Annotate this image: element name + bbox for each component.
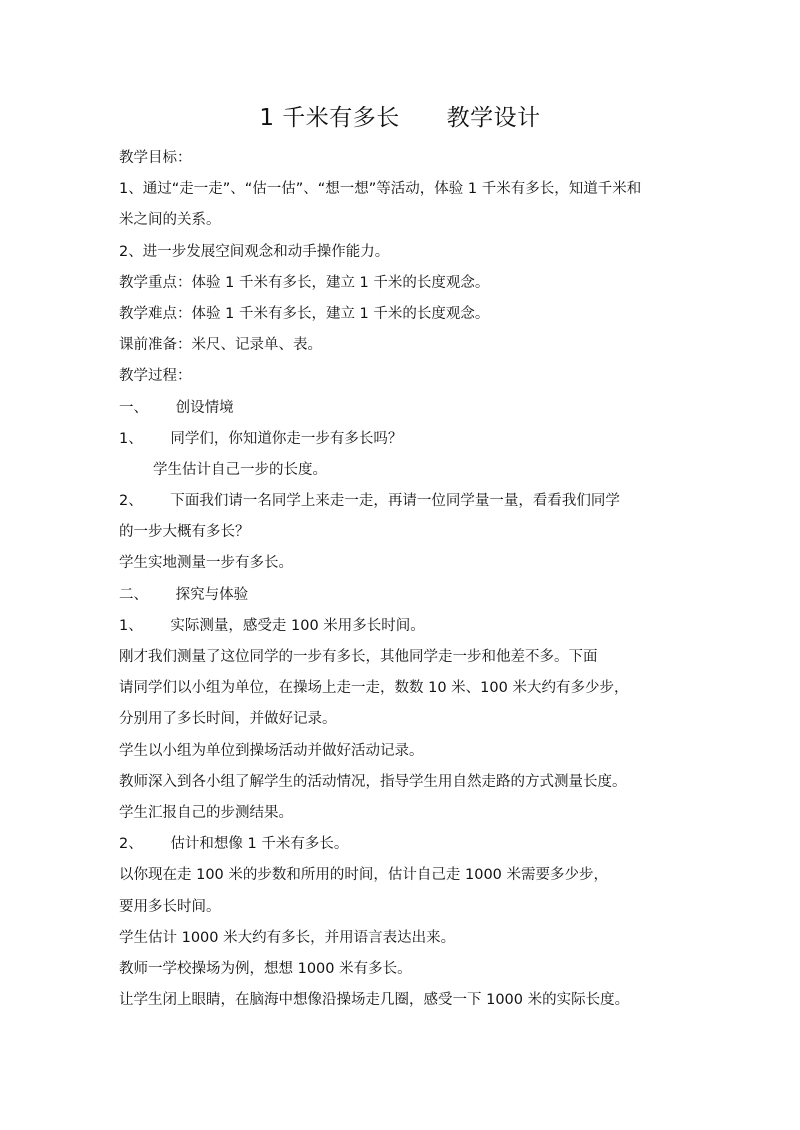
step-1-student-activity: 学生估计自己一步的长度。 (153, 461, 327, 478)
paragraph-line: 分别用了多长时间，并做好记录。 (119, 711, 337, 728)
objective-1: 1、通过“走一走”、“估一估”、“想一想”等活动，体验 1 千米有多长，知道千米和 (119, 181, 642, 198)
paragraph-line: 刚才我们测量了这位同学的一步有多长，其他同学走一步和他差不多。下面 (119, 649, 598, 665)
step-2-student-activity: 学生实地测量一步有多长。 (119, 555, 293, 572)
document-body (119, 143, 699, 1016)
teaching-focus: 教学重点：体验 1 千米有多长，建立 1 千米的长度观念。 (119, 274, 490, 291)
objective-2: 2、进一步发展空间观念和动手操作能力。 (119, 243, 390, 260)
paragraph-line: 教师深入到各小组了解学生的活动情况，指导学生用自然走路的方式测量长度。 (119, 773, 627, 790)
paragraph-line: 学生以小组为单位到操场活动并做好活动记录。 (119, 742, 424, 759)
teaching-difficulty: 教学难点：体验 1 千米有多长，建立 1 千米的长度观念。 (119, 305, 490, 322)
part-two-step-1: 1、 实际测量，感受走 100 米用多长时间。 (119, 617, 425, 634)
paragraph-line: 让学生闭上眼睛，在脑海中想像沿操场走几圈，感受一下 1000 米的实际长度。 (119, 992, 630, 1009)
paragraph-line: 要用多长时间。 (119, 898, 221, 915)
paragraph-line: 请同学们以小组为单位，在操场上走一走，数数 10 米、100 米大约有多少步， (119, 680, 629, 697)
document-title: 1 千米有多长 教学设计 (259, 105, 541, 131)
objective-1-continued: 米之间的关系。 (119, 212, 221, 229)
part-one-heading: 一、 创设情境 (119, 399, 234, 416)
preparation: 课前准备：米尺、记录单、表。 (119, 337, 322, 354)
step-2-instruction: 2、 下面我们请一名同学上来走一走，再请一位同学量一量，看看我们同学 (119, 493, 620, 510)
paragraph-line: 教师一学校操场为例，想想 1000 米有多长。 (119, 960, 412, 977)
paragraph-line: 学生估计 1000 米大约有多长，并用语言表达出来。 (119, 929, 456, 946)
step-1-question: 1、 同学们，你知道你走一步有多长吗？ (119, 430, 403, 447)
part-two-step-2: 2、 估计和想像 1 千米有多长。 (119, 836, 349, 853)
section-heading-process: 教学过程： (119, 368, 192, 385)
step-2-instruction-continued: 的一步大概有多长？ (119, 524, 250, 541)
part-two-heading: 二、 探究与体验 (119, 586, 249, 603)
paragraph-line: 以你现在走 100 米的步数和所用的时间，估计自己走 1000 米需要多少步， (119, 867, 609, 884)
paragraph-line: 学生汇报自己的步测结果。 (119, 804, 293, 821)
section-heading-objectives: 教学目标： (119, 150, 192, 166)
